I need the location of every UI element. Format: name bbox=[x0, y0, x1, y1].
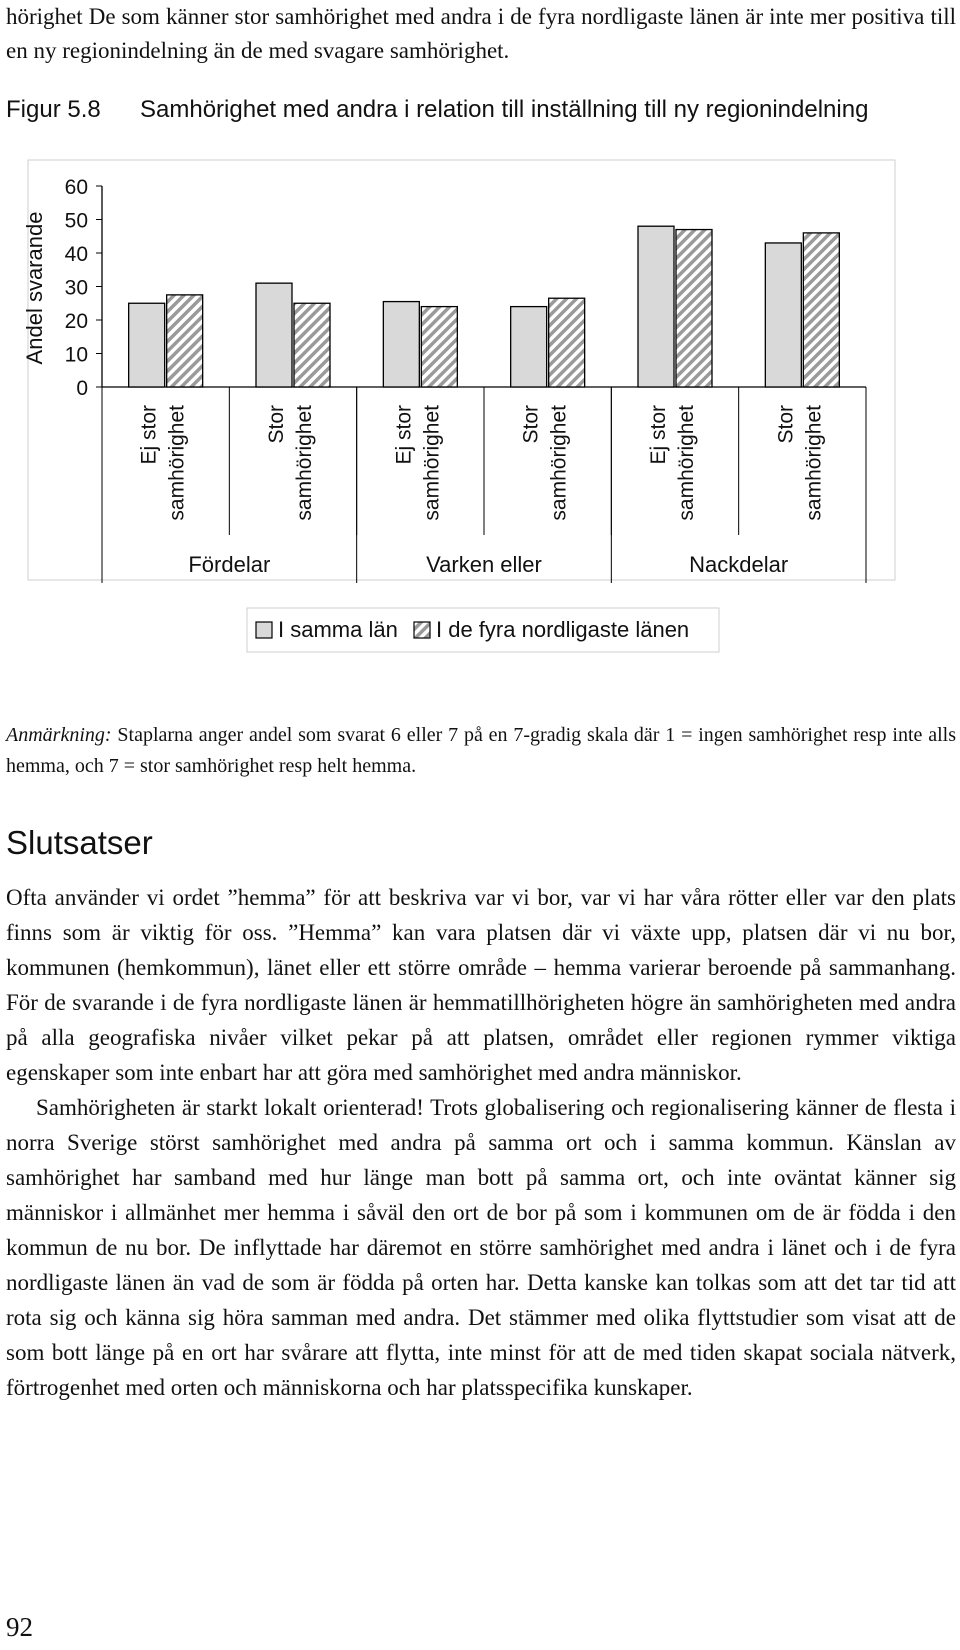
category-label: Ej stor bbox=[137, 405, 161, 465]
y-tick-label: 20 bbox=[64, 310, 88, 333]
group-label: Fördelar bbox=[188, 552, 271, 577]
category-label: samhörighet bbox=[165, 405, 189, 521]
legend-label: I de fyra nordligaste länen bbox=[436, 617, 690, 642]
category-label: samhörighet bbox=[802, 405, 826, 521]
category-label: Stor bbox=[519, 405, 543, 444]
category-label: samhörighet bbox=[293, 405, 316, 521]
group-label: Nackdelar bbox=[689, 552, 789, 577]
category-label: Ej stor bbox=[392, 405, 416, 465]
bar bbox=[129, 303, 165, 387]
figure-number: Figur 5.8 bbox=[6, 96, 101, 123]
note-text: Staplarna anger andel som svarat 6 eller 7 på en 7-gradig skala där 1 = ingen samhörighet resp inte alls hemma, och 7 = stor samhörighet resp helt hemma. bbox=[6, 724, 956, 777]
bar bbox=[549, 298, 585, 387]
bar bbox=[256, 283, 292, 387]
category-label: Stor bbox=[265, 405, 288, 444]
bar bbox=[765, 243, 801, 387]
y-tick-label: 50 bbox=[64, 209, 88, 233]
category-label: samhörighet bbox=[420, 405, 444, 521]
y-tick-label: 0 bbox=[76, 377, 88, 400]
bar bbox=[421, 307, 457, 387]
legend-label: I samma län bbox=[278, 617, 398, 642]
intro-paragraph: hörighet De som känner stor samhörighet med andra i de fyra nordligaste länen är inte mer positiva till en ny regionindelning än de med svagare samhörighet. bbox=[6, 4, 956, 63]
y-tick-label: 10 bbox=[64, 343, 88, 367]
category-label: Stor bbox=[774, 405, 798, 444]
figure-note bbox=[6, 720, 956, 782]
bar bbox=[803, 233, 839, 387]
y-axis-title: Andel svarande bbox=[22, 211, 47, 365]
section-heading: Slutsatser bbox=[6, 824, 153, 861]
bar bbox=[638, 226, 674, 387]
group-label: Varken eller bbox=[426, 552, 542, 577]
figure-title: Samhörighet med andra i relation till inställning till ny regionindelning bbox=[140, 96, 869, 123]
body-text bbox=[6, 880, 956, 1405]
category-label: samhörighet bbox=[547, 405, 571, 521]
bar-chart bbox=[0, 150, 960, 690]
bar bbox=[511, 307, 547, 387]
legend-swatch bbox=[256, 622, 272, 638]
page-number: 92 bbox=[6, 1612, 33, 1642]
y-tick-label: 40 bbox=[64, 243, 88, 266]
category-label: samhörighet bbox=[675, 405, 698, 521]
bar bbox=[676, 230, 712, 387]
bar bbox=[167, 295, 203, 387]
paragraph: Ofta använder vi ordet ”hemma” för att beskriva var vi bor, var vi har våra rötter eller var den plats finns som är viktig för oss. ”Hemma” kan vara platsen där vi växte upp, platsen där vi nu bor, kommunen (hemkommun), länet eller ett större område – hemma varierar beroende på sammanhang. För de svarande i de fyra nordligaste länen är hemmatillhörigheten högre än samhörigheten med andra på alla geografiska nivåer vilket pekar på att platsen, området eller regionen rymmer viktiga egenskaper som inte enbart har att göra med samhörighet med andra människor. bbox=[6, 885, 956, 1085]
legend-swatch bbox=[414, 622, 430, 638]
category-label: Ej stor bbox=[647, 405, 670, 465]
note-label: Anmärkning: bbox=[6, 724, 112, 746]
paragraph: Samhörigheten är starkt lokalt orienterad! Trots globalisering och regionalisering känner de flesta i norra Sverige störst samhörighet med andra på samma ort och i samma kommun. Känslan av samhörighet har samband med hur länge man bott på samma ort, och inte oväntat känner sig människor i allmänhet mer hemma i såväl den ort de bor på som i kommunen om de är födda i den kommun de nu bor. De inflyttade har däremot en större samhörighet med andra i länet och i de fyra nordligaste länen än vad de som är födda på orten har. Detta kanske kan tolkas som att det tar tid att rota sig och känna sig höra samman med andra. Det stämmer med olika flyttstudier som visat att de som bott länge på en ort har svårare att flytta, inte minst för att de med tiden skapat sociala nätverk, förtrogenhet med orten och människorna och har platsspecifika kunskaper. bbox=[6, 1095, 956, 1400]
bar bbox=[383, 302, 419, 387]
y-tick-label: 30 bbox=[64, 276, 88, 300]
bar bbox=[294, 303, 330, 387]
y-tick-label: 60 bbox=[64, 176, 88, 199]
